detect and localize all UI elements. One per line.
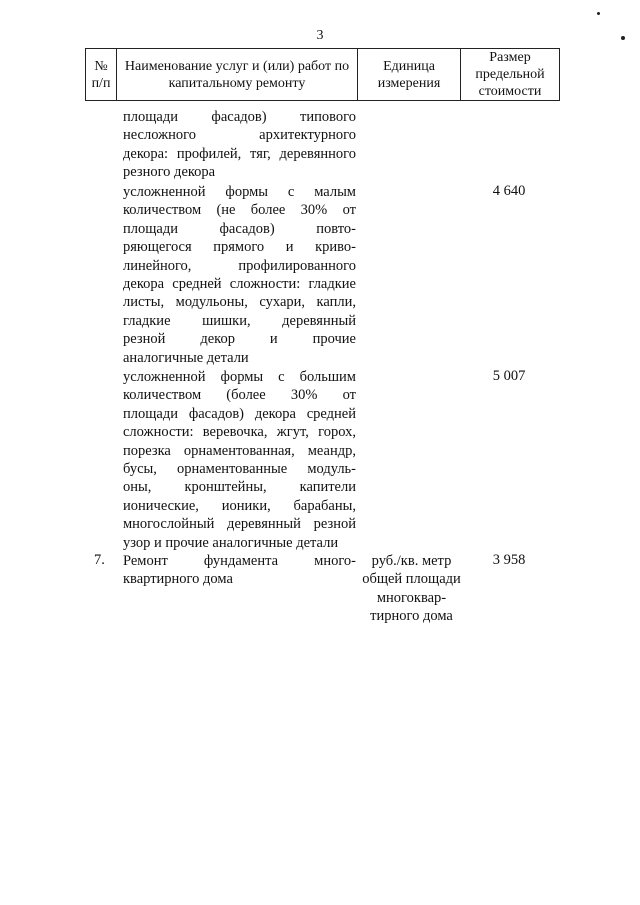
row-small-decor-price: 4 640 [492,183,526,199]
unit-line: многоквар- [376,589,447,606]
header-col-cost: Размер предельной стоимости [461,49,560,101]
text-line: площади фасадов) декора средней [123,405,356,422]
row-large-decor-price: 5 007 [492,368,526,384]
text-line: декора средней сложности: гладкие [123,276,356,293]
text-line: несложного архитектурного [123,127,356,144]
text-line: Ремонт фундамента много- [123,553,356,569]
text-line: резной декор и прочие [123,331,356,348]
text-line: порезка орнаментованная, меандр, [123,442,356,459]
unit-line: общей площади [362,571,461,588]
text-line: аналогичные детали [123,349,249,366]
text-line: площади фасадов) повто- [123,220,356,237]
text-line: усложненной формы с малым [123,184,356,200]
page-number: 3 [316,28,324,43]
text-line: многослойный деревянный резной [123,516,356,533]
row-small-decor-text [123,183,356,367]
text-line: декора: профилей, тяг, деревянного [123,145,356,162]
text-line: количеством (не более 30% от [123,202,356,219]
text-line: сложности: веревочка, жгут, горох, [123,424,356,441]
text-line: усложненной формы с большим [123,369,356,385]
table-header [85,48,560,101]
header-col-name: Наименование услуг и (или) работ по капитальному ремонту [117,49,358,101]
text-line: листы, модульоны, сухари, капли, [123,294,356,311]
text-line: ряющегося прямого и криво- [123,239,356,256]
text-line: узор и прочие аналогичные детали [123,534,339,551]
row-large-decor-text [123,368,356,552]
row-7-price: 3 958 [492,552,526,568]
unit-line: руб./кв. метр [371,553,452,569]
text-line: линейного, профилированного [123,257,356,274]
unit-line: тирного дома [370,608,453,625]
text-line: площади фасадов) типового [123,109,356,125]
row-7-unit [360,552,463,626]
header-col-unit: Единица измерения [358,49,461,101]
scan-speck [621,36,625,40]
text-line: резного декора [123,164,216,181]
row-7-number: 7. [94,552,105,568]
row-continuation-text [123,108,356,182]
header-col-num: № п/п [86,49,117,101]
text-line: квартирного дома [123,571,233,588]
text-line: гладкие шишки, деревянный [123,312,356,329]
text-line: бусы, орнаментованные модуль- [123,461,356,478]
scan-speck [597,12,600,15]
text-line: оны, кронштейны, капители [123,479,356,496]
row-7-text [123,552,356,589]
text-line: количеством (более 30% от [123,387,356,404]
text-line: ионические, ионики, барабаны, [123,497,356,514]
